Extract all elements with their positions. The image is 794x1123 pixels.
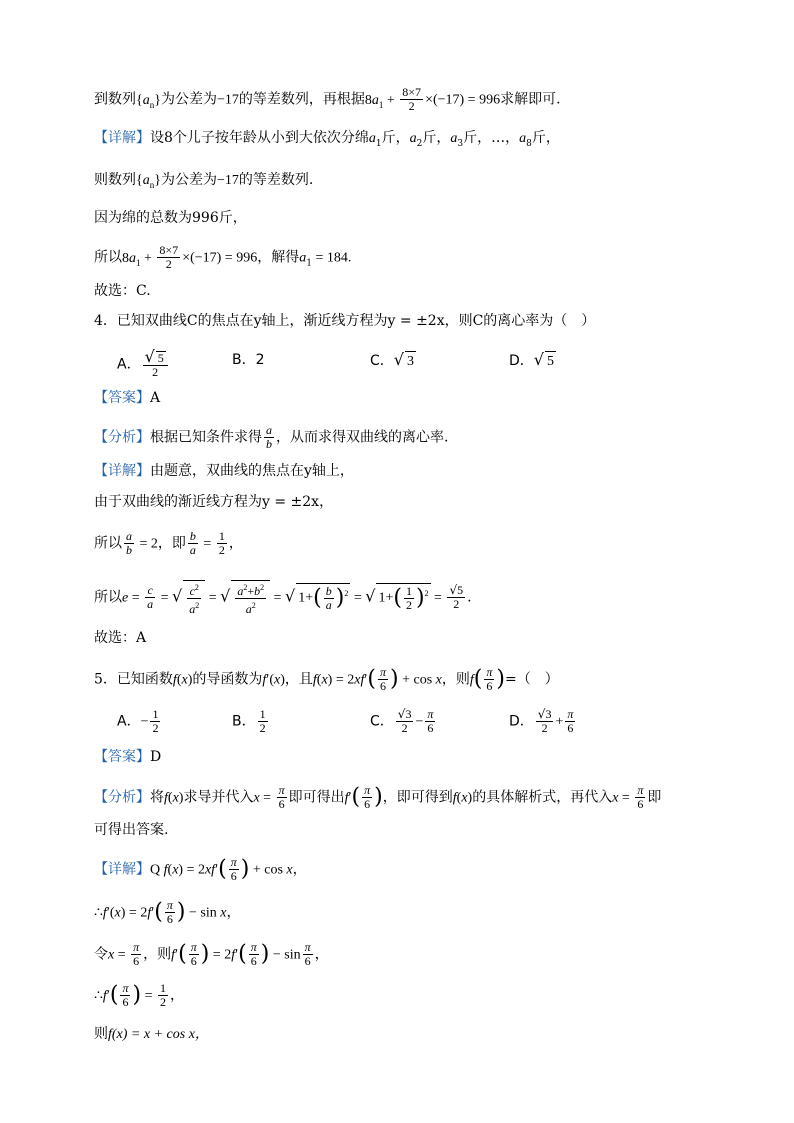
- text: 5．已知函数: [94, 671, 173, 688]
- text-line: 【详解】设8个儿子按年龄从小到大依次分绵$a_1$斤，$a_2$斤，$a_3$斤，…，$a_8$斤，: [94, 130, 560, 149]
- text: 的具体解析式，再代入: [472, 789, 613, 806]
- text-line: 所以 $\frac{a}{b}$ = 2，即 $\frac{b}{a}$ = $\frac{1}{2}$ ，: [94, 529, 243, 557]
- question-5: 5．已知函数f(x)的导函数为f′(x)，且f(x) = 2xf′( $\frac{\pi}{6}$ ) + cos x，则f( $\frac{\pi}{6}$ )=（ ）: [94, 665, 559, 693]
- text-line: ∴f′(x) = 2f′( $\frac{\pi}{6}$ ) − sin x，: [94, 898, 241, 926]
- text: ，则: [143, 946, 172, 963]
- detail-line: [94, 461, 354, 481]
- text: ，则: [441, 671, 470, 688]
- option-label: D．: [509, 713, 534, 730]
- text: 求解即可.: [500, 91, 561, 108]
- text: 所以: [94, 589, 122, 606]
- text-line: 可得出答案.: [94, 822, 169, 838]
- fraction: $\frac{8\times 7}{2}$: [159, 243, 179, 271]
- answer-line: [94, 747, 161, 767]
- option-c[interactable]: C． $\frac{√3}{2}$ − $\frac{\pi}{6}$: [370, 707, 434, 735]
- answer-value: D: [150, 749, 162, 765]
- text-line: 所以e = $\frac{c}{a}$ = √ $\frac{c^2}{a^2}$ = √ $\frac{a^2+b^2}{a^2}$ = √ 1+( $\frac{b}{a}$ )$^2$ = √ 1+( $\frac{1}{2}$ )$^2$ = $\frac{√5}{2}$ .: [94, 580, 472, 616]
- detail-line: 【详解】Q f(x) = 2xf′( $\frac{\pi}{6}$ ) + cos x，: [94, 855, 307, 883]
- text: 求导并代入: [183, 789, 254, 806]
- text: 斤，…，: [463, 130, 520, 146]
- text: 由题意，双曲线的焦点在y轴上，: [150, 463, 354, 479]
- answer-tag: 【答案】: [94, 749, 150, 765]
- option-a[interactable]: [117, 347, 170, 379]
- option-c[interactable]: C．√ 3: [370, 350, 416, 372]
- fraction: $\frac{b}{a}$: [189, 529, 196, 557]
- text: 则数列: [94, 172, 136, 188]
- text: 根据已知条件求得: [150, 429, 262, 446]
- option-d[interactable]: D． $\frac{√3}{2}$ + $\frac{\pi}{6}$: [509, 707, 574, 735]
- option-label: A．: [117, 713, 141, 730]
- option-label: C．: [370, 353, 394, 369]
- text: 则: [94, 1026, 108, 1042]
- text: 到数列: [94, 91, 136, 108]
- text-line: 故选：A: [94, 630, 147, 646]
- fraction: $\frac{√ 5}{2}$: [143, 350, 168, 379]
- therefore-symbol: ∴: [94, 904, 103, 921]
- text: 将: [150, 789, 164, 806]
- detail-tag: 【详解】: [94, 861, 150, 878]
- text: ，且: [284, 671, 313, 688]
- text: ，即: [157, 535, 186, 552]
- text: 即: [647, 789, 662, 806]
- detail-tag: 【详解】: [94, 463, 150, 479]
- fraction: $\frac{8\times 7}{2}$: [402, 85, 422, 113]
- analysis-line: 【分析】将f(x)求导并代入x = $\frac{\pi}{6}$ 即可得出f′( $\frac{\pi}{6}$ )，即可得到f(x)的具体解析式，再代入x = $\frac{\pi}{6}$ 即: [94, 783, 662, 811]
- text-line: 由于双曲线的渐近线方程为y = ±2x，: [94, 494, 334, 510]
- detail-tag: 【详解】: [94, 130, 150, 146]
- text-line: 到数列$\{a_n\}$为公差为−17的等差数列，再根据$8a_1$ + $\frac{8\times 7}{2}$ ×(−17) = 996求解即可.: [94, 85, 561, 113]
- text: ，从而求得双曲线的离心率.: [276, 429, 449, 446]
- text-line: 则数列$\{a_n\}$为公差为−17的等差数列.: [94, 172, 314, 190]
- option-label: A．: [117, 356, 141, 373]
- text: 所以: [94, 535, 122, 552]
- option-b[interactable]: B． $\frac{1}{2}$: [232, 707, 266, 735]
- answer-line: [94, 388, 160, 408]
- option-b[interactable]: B．2: [232, 352, 265, 368]
- analysis-tag: 【分析】: [94, 429, 150, 446]
- text: 的等差数列.: [238, 172, 314, 188]
- text: 斤，: [422, 130, 451, 146]
- option-d[interactable]: D．√ 5: [509, 350, 556, 372]
- question-4: 4．已知双曲线C的焦点在y轴上，渐近线方程为y = ±2x，则C的离心率为（ ）: [94, 313, 596, 329]
- text-line: ∴f′( $\frac{\pi}{6}$ ) = $\frac{1}{2}$ ，: [94, 981, 184, 1009]
- text: 为公差为: [160, 172, 217, 188]
- option-label: D．: [509, 353, 534, 369]
- text-line: 故选：C.: [94, 283, 151, 299]
- text: 的等差数列，再根据: [238, 91, 365, 108]
- fraction: $\frac{a}{b}$: [126, 529, 132, 557]
- text: 为公差为: [160, 91, 217, 108]
- text: 斤，: [381, 130, 410, 146]
- text-line: 所以$8a_1$ + $\frac{8\times 7}{2}$ ×(−17) = 996，解得$a_1 = 184$.: [94, 243, 352, 271]
- text: 即可得出: [288, 789, 345, 806]
- text-line: 令x = $\frac{\pi}{6}$ ，则f′( $\frac{\pi}{6}$ ) = 2f′( $\frac{\pi}{6}$ ) − sin $\frac{\pi}{6}$ ，: [94, 940, 329, 968]
- text: ，解得: [257, 249, 300, 266]
- fraction: $\frac{a}{b}$: [266, 423, 272, 451]
- answer-tag: 【答案】: [94, 390, 150, 406]
- text: =（ ）: [504, 671, 559, 688]
- fraction: $\frac{1}{2}$: [218, 529, 225, 557]
- option-label: C．: [370, 713, 394, 730]
- text-line: 因为绵的总数为996斤，: [94, 210, 247, 226]
- therefore-symbol: ∴: [94, 987, 103, 1004]
- text-line: [94, 1024, 209, 1045]
- text: 设8个儿子按年龄从小到大依次分绵: [150, 130, 369, 146]
- analysis-line: [94, 424, 448, 451]
- text: 的导函数为: [192, 671, 263, 688]
- text: ，即可得到: [382, 789, 453, 806]
- text: 斤，: [531, 130, 560, 146]
- option-a[interactable]: A．− $\frac{1}{2}$: [117, 707, 159, 735]
- analysis-tag: 【分析】: [94, 789, 150, 806]
- text: 令: [94, 946, 108, 963]
- formula: f(x) = x + cos x，: [108, 1027, 209, 1042]
- text: 所以: [94, 249, 122, 266]
- answer-value: A: [150, 390, 161, 406]
- option-label: B．: [232, 713, 256, 730]
